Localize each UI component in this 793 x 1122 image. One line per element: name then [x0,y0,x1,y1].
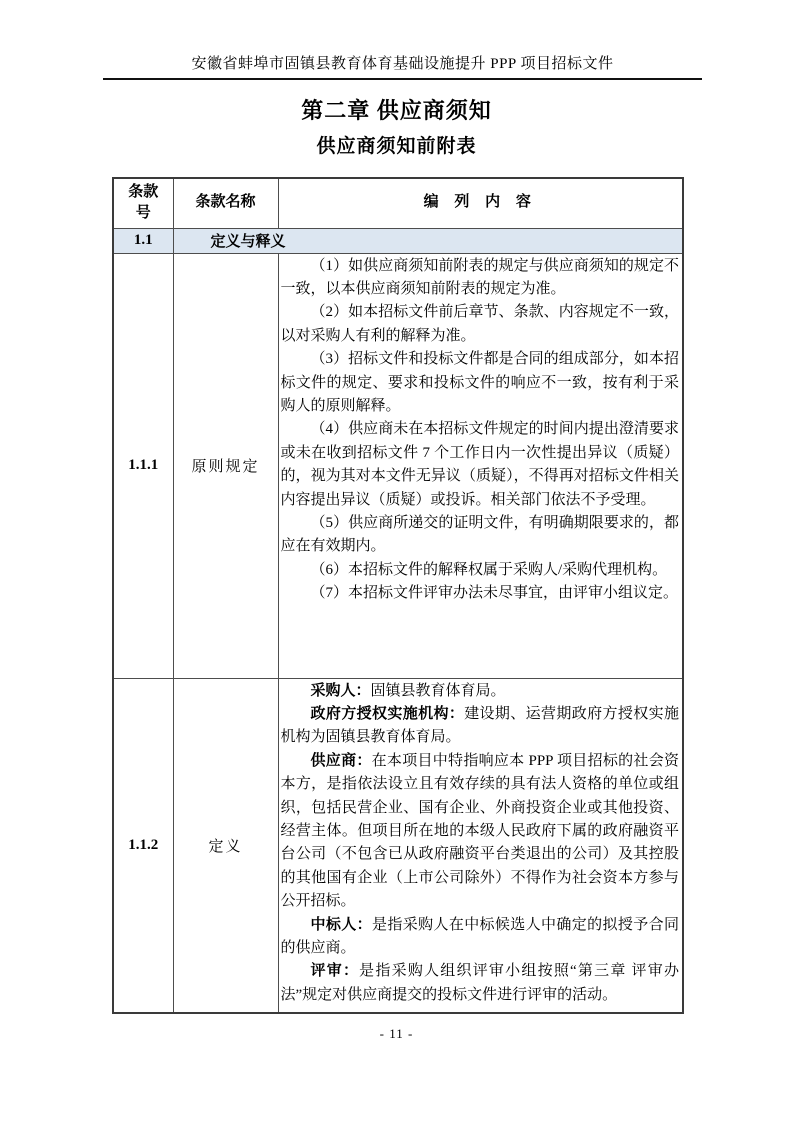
section-title: 定义与释义 [173,228,683,253]
table-row-1-1-2 [113,678,683,1013]
clause-id: 1.1.1 [113,253,173,678]
clause-name: 定义 [173,678,278,1013]
table-row-section-1-1 [113,228,683,253]
principle-item-7: （7）本招标文件评审办法未尽事宜，由评审小组议定。 [310,585,679,602]
page-header [103,52,702,80]
column-header-clause-name: 条款名称 [173,178,278,228]
definition-text: 在本项目中特指响应本 PPP 项目招标的社会资本方，是指依法设立且有效存续的具有法人资格的单位或组织，包括民营企业、国有企业、外商投资企业或其他投资、经营主体。但项目所在地的本级人民政府下属的政府融资平台公司（不包含已从政府融资平台类退出的公司）及其控股的其他国有企业（上市公司除外）不得作为社会资本方参与公开招标。 [280,752,679,910]
column-header-clause-no: 条款号 [113,178,173,228]
clause-name: 原则规定 [173,253,278,678]
principle-item-2: （2）如本招标文件前后章节、条款、内容规定不一致，以对采购人有利的解释为准。 [280,304,679,344]
principle-item-1: （1）如供应商须知前附表的规定与供应商须知的规定不一致，以本供应商须知前附表的规定为准。 [280,257,679,297]
definition-term: 政府方授权实施机构： [310,705,465,722]
definition-winning-bidder [281,914,680,961]
principle-item-5: （5）供应商所递交的证明文件，有明确期限要求的，都应在有效期内。 [280,514,679,555]
table-row-1-1-1 [113,253,683,678]
clause-content [278,253,683,678]
page-number: - 11 - [379,1026,414,1041]
definition-term: 供应商： [310,752,372,769]
definition-term: 采购人： [310,682,371,699]
definition-text: 建设期、运营期政府方授权实施机构为固镇县教育体育局。 [280,705,679,746]
definition-text: 是指采购人在中标候选人中确定的拟授予合同的供应商。 [280,916,679,956]
clause-id: 1.1.2 [113,678,173,1013]
definition-evaluation [281,960,680,1007]
principle-item-3: （3）招标文件和投标文件都是合同的组成部分，如本招标文件的规定、要求和投标文件的响应不一致，按有利于采购人的原则解释。 [280,351,679,414]
supplier-notice-pre-table [112,177,684,1014]
definition-supplier [281,750,680,914]
definition-text: 是指采购人组织评审小组按照“第三章 评审办法”规定对供应商提交的投标文件进行评审的活动。 [280,963,679,1003]
principle-item-6: （6）本招标文件的解释权属于采购人/采购代理机构。 [310,561,668,578]
definition-authorized-agency [281,703,680,750]
clause-id: 1.1 [113,228,173,253]
principle-item-4: （4）供应商未在本招标文件规定的时间内提出澄清要求或未在收到招标文件 7 个工作日内一次性提出异议（质疑）的，视为其对本文件无异议（质疑），不得再对招标文件相关内容提出异议（质疑）或投诉。相关部门依法不予受理。 [280,421,679,508]
definition-purchaser [281,680,680,703]
definition-term: 中标人： [310,916,372,933]
definition-term: 评审： [310,963,360,980]
chapter-title: 第二章 供应商须知 [301,98,492,123]
definition-text: 固镇县教育体育局。 [370,682,506,699]
table-header-row [113,178,683,228]
section-subtitle: 供应商须知前附表 [316,136,477,157]
document-title-header: 安徽省蚌埠市固镇县教育体育基础设施提升 PPP 项目招标文件 [191,56,614,72]
clause-content [278,678,683,1013]
column-header-content: 编 列 内 容 [278,178,683,228]
